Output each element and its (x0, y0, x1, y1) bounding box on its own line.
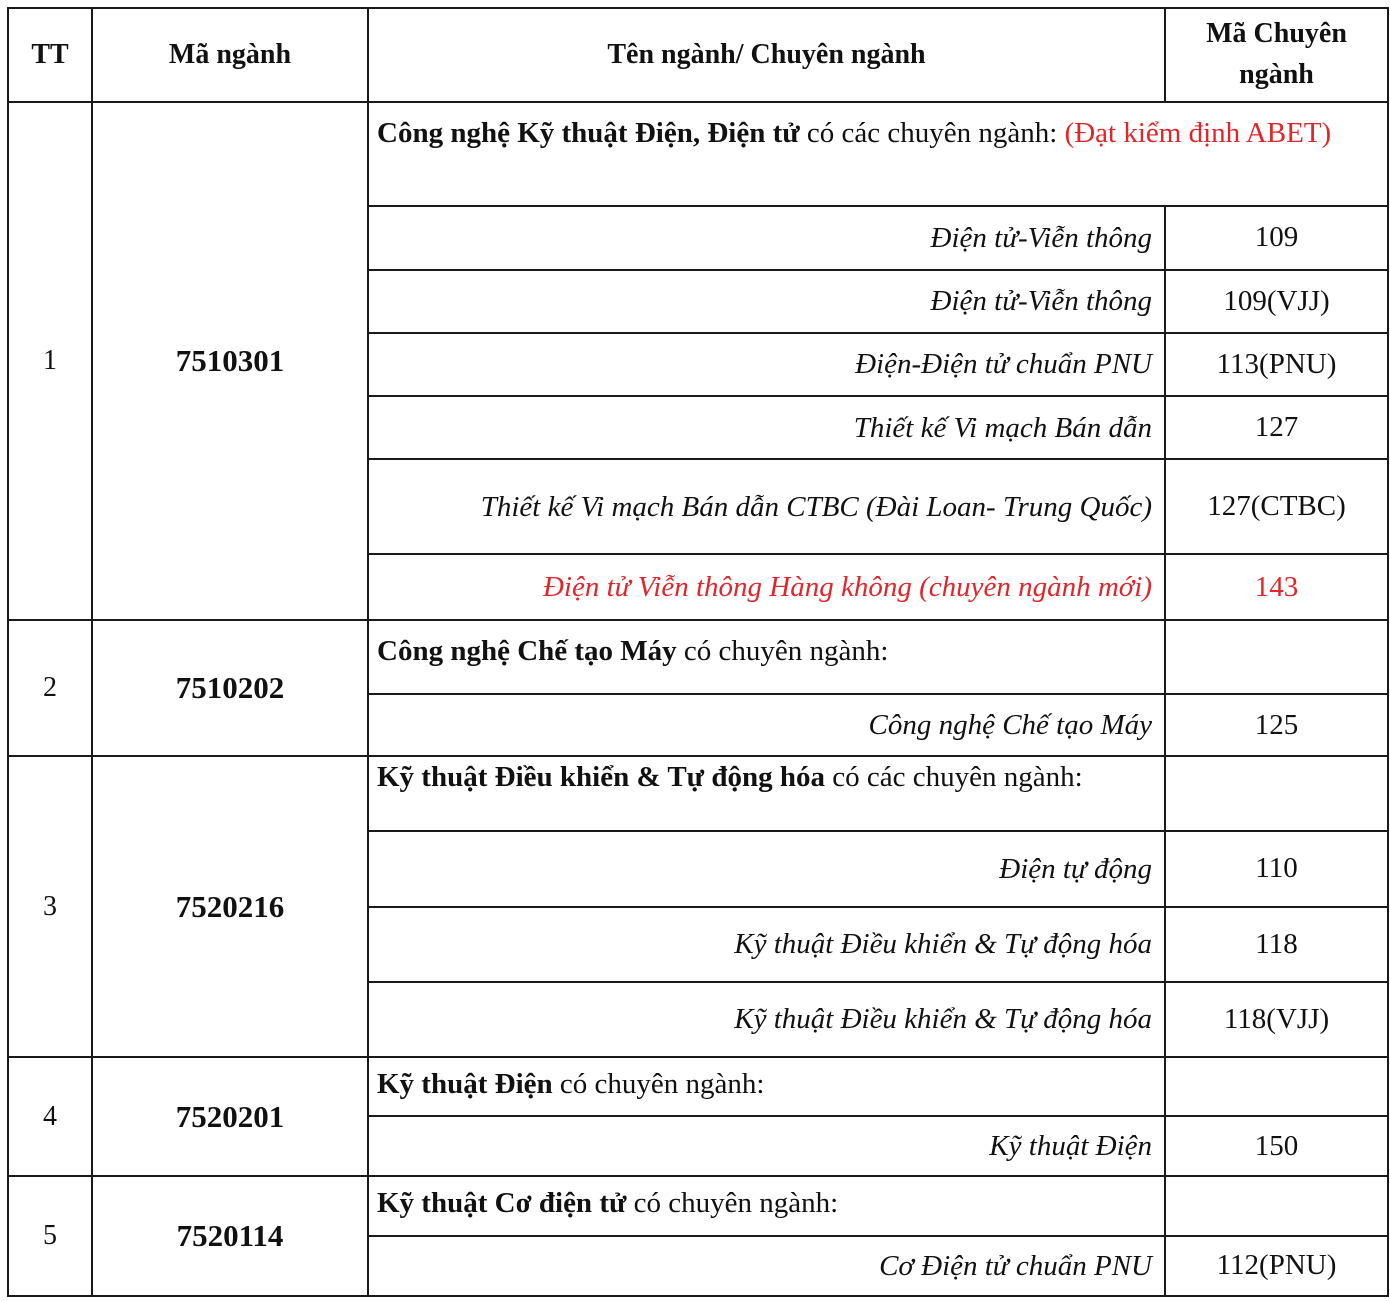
table-row (8, 1057, 1388, 1116)
specialization-code: 118 (1165, 907, 1388, 982)
major-title-text: có chuyên ngành: (552, 1068, 765, 1101)
header-row (8, 8, 1388, 102)
specialization-name: Thiết kế Vi mạch Bán dẫn CTBC (Đài Loan- Trung Quốc) (368, 459, 1165, 554)
table-row (8, 756, 1388, 831)
specialization-code: 112(PNU) (1165, 1236, 1388, 1296)
empty-cell (1165, 756, 1388, 831)
specialization-code: 118(VJJ) (1165, 982, 1388, 1057)
specialization-code: 125 (1165, 694, 1388, 756)
major-title (368, 102, 1388, 206)
major-code: 7520201 (92, 1057, 368, 1176)
major-title-bold: Công nghệ Kỹ thuật Điện, Điện tử (377, 117, 800, 149)
row-number: 5 (8, 1176, 92, 1296)
row-number: 1 (8, 102, 92, 620)
row-number: 3 (8, 756, 92, 1057)
table-row (8, 1176, 1388, 1235)
table-row (8, 620, 1388, 694)
specialization-code: 109 (1165, 206, 1388, 269)
specialization-code: 127 (1165, 396, 1388, 459)
header-tt: TT (8, 8, 92, 102)
empty-cell (1165, 1176, 1388, 1235)
major-code: 7520216 (92, 756, 368, 1057)
specialization-name: Công nghệ Chế tạo Máy (368, 694, 1165, 756)
header-spec-code: Mã Chuyên ngành (1165, 8, 1388, 102)
specialization-name: Điện tử-Viễn thông (368, 270, 1165, 333)
specialization-name-new: Điện tử Viễn thông Hàng không (chuyên ngành mới) (368, 554, 1165, 619)
majors-table (7, 7, 1389, 1297)
major-title-text: có các chuyên ngành: (824, 761, 1083, 794)
major-title-text: có chuyên ngành: (626, 1187, 839, 1220)
specialization-name: Kỹ thuật Điện (368, 1116, 1165, 1176)
accreditation-note: (Đạt kiểm định ABET) (1064, 117, 1332, 149)
major-title-bold: Kỹ thuật Điều khiển & Tự động hóa (377, 761, 825, 794)
specialization-code: 109(VJJ) (1165, 270, 1388, 333)
specialization-name: Thiết kế Vi mạch Bán dẫn (368, 396, 1165, 459)
major-title-bold: Kỹ thuật Điện (377, 1068, 553, 1101)
row-number: 4 (8, 1057, 92, 1176)
table-row (8, 102, 1388, 206)
specialization-name: Kỹ thuật Điều khiển & Tự động hóa (368, 907, 1165, 982)
major-code: 7510202 (92, 620, 368, 756)
specialization-code: 127(CTBC) (1165, 459, 1388, 554)
empty-cell (1165, 620, 1388, 694)
header-major-code: Mã ngành (92, 8, 368, 102)
specialization-name: Điện tử-Viễn thông (368, 206, 1165, 269)
major-code: 7520114 (92, 1176, 368, 1296)
specialization-code: 113(PNU) (1165, 333, 1388, 396)
empty-cell (1165, 1057, 1388, 1116)
specialization-code: 150 (1165, 1116, 1388, 1176)
major-title (368, 1057, 1165, 1116)
specialization-name: Điện-Điện tử chuẩn PNU (368, 333, 1165, 396)
major-title (368, 1176, 1165, 1235)
specialization-code: 110 (1165, 831, 1388, 906)
specialization-name: Cơ Điện tử chuẩn PNU (368, 1236, 1165, 1296)
specialization-code-new: 143 (1165, 554, 1388, 619)
major-title-text: có chuyên ngành: (676, 634, 889, 667)
row-number: 2 (8, 620, 92, 756)
header-name: Tên ngành/ Chuyên ngành (368, 8, 1165, 102)
major-title-text: có các chuyên ngành: (799, 117, 1065, 149)
major-title-bold: Kỹ thuật Cơ điện tử (377, 1187, 627, 1220)
specialization-name: Điện tự động (368, 831, 1165, 906)
specialization-name: Kỹ thuật Điều khiển & Tự động hóa (368, 982, 1165, 1057)
major-title (368, 620, 1165, 694)
major-title-bold: Công nghệ Chế tạo Máy (377, 634, 677, 667)
major-code: 7510301 (92, 102, 368, 620)
major-title (368, 756, 1165, 831)
